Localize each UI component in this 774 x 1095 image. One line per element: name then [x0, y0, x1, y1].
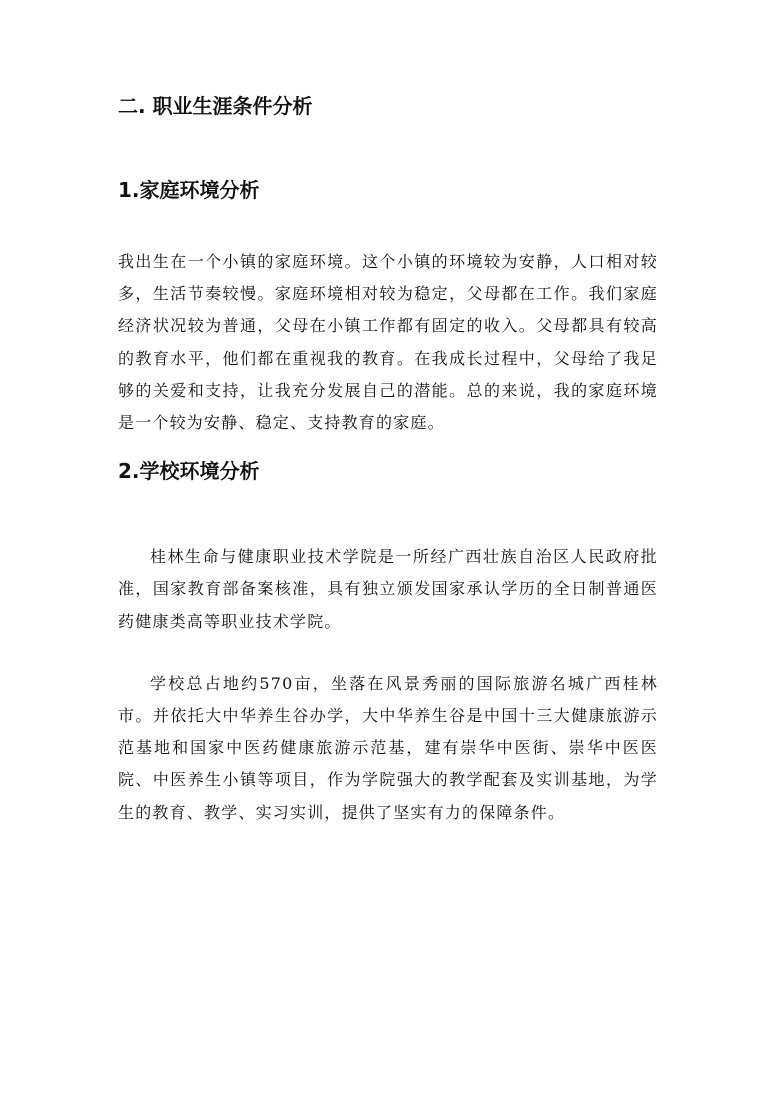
school-paragraph-1: 桂林生命与健康职业技术学院是一所经广西壮族自治区人民政府批准，国家教育部备案核准，具有独立颁发国家承认学历的全日制普通医药健康类高等职业技术学院。 — [118, 547, 658, 631]
family-paragraph: 我出生在一个小镇的家庭环境。这个小镇的环境较为安静，人口相对较多，生活节奏较慢。家庭环境相对较为稳定，父母都在工作。我们家庭经济状况较为普通，父母在小镇工作都有固定的收入。父母都具有较高的教育水平，他们都在重视我的教育。在我成长过程中，父母给了我足够的关爱和支持，让我充分发展自己的潜能。总的来说，我的家庭环境是一个较为安静、稳定、支持教育的家庭。 — [118, 252, 658, 433]
section-title: 二. 职业生涯条件分析 — [118, 94, 313, 118]
school-paragraph-2: 学校总占地约570亩，坐落在风景秀丽的国际旅游名城广西桂林市。并依托大中华养生谷办学，大中华养生谷是中国十三大健康旅游示范基地和国家中医药健康旅游示范基，建有崇华中医街、崇华中医医院、中医养生小镇等项目，作为学院强大的教学配套及实训基地，为学生的教育、教学、实习实训，提供了坚实有力的保障条件。 — [118, 673, 658, 822]
document-content — [118, 90, 658, 829]
family-heading: 1.家庭环境分析 — [118, 178, 260, 202]
school-heading: 2.学校环境分析 — [118, 459, 260, 484]
